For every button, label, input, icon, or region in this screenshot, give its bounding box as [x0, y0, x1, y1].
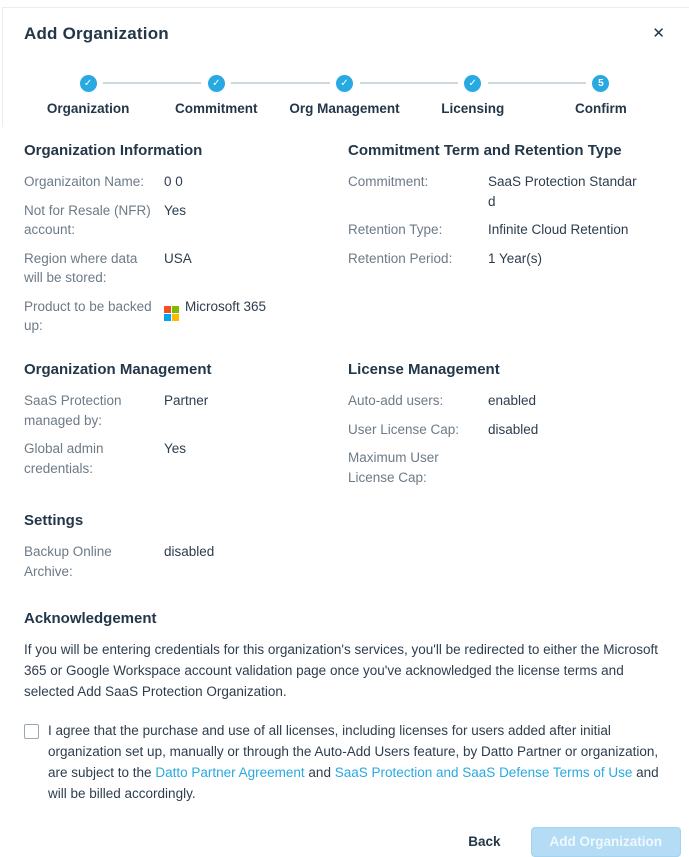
- agreement-text-after: and will be billed accordingly.: [48, 764, 659, 801]
- kv-value: [488, 448, 665, 487]
- agree-checkbox[interactable]: [24, 724, 39, 739]
- acknowledgement-paragraph: If you will be entering credentials for this organization's services, you'll be redirected to either the Microsoft 365 or Google Workspace account validation page once you've acknowledged the license terms and selected Add SaaS Protection Organization.: [24, 642, 658, 700]
- kv-row-backup-online-archive: [24, 542, 348, 581]
- kv-value: 0 0: [164, 174, 183, 189]
- add-organization-button[interactable]: Add Organization: [531, 827, 682, 857]
- kv-label: Commitment:: [348, 174, 429, 189]
- step-label: Licensing: [441, 101, 505, 116]
- kv-row-product: [24, 297, 348, 336]
- section-settings: [24, 512, 348, 590]
- datto-partner-agreement-link[interactable]: Datto Partner Agreement: [155, 764, 305, 780]
- modal-footer: [0, 827, 689, 857]
- kv-label: Maximum User License Cap:: [348, 450, 439, 485]
- section-license-management: [348, 361, 665, 496]
- step-complete-check-icon: [80, 75, 97, 92]
- kv-row-global-admin: [24, 439, 348, 478]
- back-button[interactable]: Back: [468, 834, 501, 850]
- saas-terms-of-use-link[interactable]: SaaS Protection and SaaS Defense Terms of Use: [334, 764, 633, 780]
- section-heading: Acknowledgement: [24, 610, 157, 628]
- step-number-badge: 5: [592, 75, 609, 92]
- kv-label: Not for Resale (NFR) account:: [24, 202, 151, 238]
- modal-top-edge: [3, 7, 689, 8]
- kv-value: Infinite Cloud Retention: [488, 222, 629, 238]
- microsoft-logo-icon: [164, 306, 179, 321]
- kv-row-organization-name: [24, 172, 348, 192]
- kv-row-retention-period: [348, 249, 665, 269]
- product-name: Microsoft 365: [185, 298, 267, 314]
- step-complete-check-icon: [336, 75, 353, 92]
- wizard-stepper: [24, 74, 665, 116]
- kv-value: Yes: [164, 441, 187, 457]
- kv-value: 1 Year(s): [488, 250, 543, 266]
- kv-label: Retention Period:: [348, 250, 453, 266]
- step-confirm[interactable]: [537, 74, 665, 116]
- section-acknowledgement: [0, 606, 689, 703]
- step-label: Organization: [46, 101, 130, 116]
- summary-columns: [0, 142, 689, 606]
- license-agreement-row: [0, 721, 689, 805]
- section-heading: License Management: [348, 360, 500, 378]
- kv-label: Product to be backed up:: [24, 298, 152, 334]
- kv-value: USA: [164, 250, 192, 266]
- step-label: Commitment: [175, 101, 258, 116]
- kv-row-commitment: [348, 172, 665, 211]
- kv-value: disabled: [488, 421, 539, 437]
- step-complete-check-icon: [464, 75, 481, 92]
- kv-value: [164, 297, 348, 336]
- kv-row-managed-by: [24, 391, 348, 430]
- kv-row-region: [24, 249, 348, 288]
- section-heading: Commitment Term and Retention Type: [348, 142, 622, 159]
- kv-label: Auto-add users:: [348, 392, 444, 408]
- modal-left-edge: [2, 7, 3, 127]
- kv-value: Partner: [164, 392, 209, 408]
- kv-value: enabled: [488, 392, 537, 408]
- kv-label: Region where data will be stored:: [24, 250, 138, 286]
- step-org-management[interactable]: [280, 74, 408, 116]
- step-commitment[interactable]: [152, 74, 280, 116]
- kv-value: SaaS Protection Standard: [488, 174, 637, 209]
- step-licensing[interactable]: [409, 74, 537, 116]
- section-heading: Organization Management: [24, 360, 212, 378]
- section-heading: Organization Information: [24, 142, 203, 159]
- section-organization-management: [24, 361, 348, 496]
- kv-row-user-license-cap: [348, 420, 665, 440]
- kv-label: Global admin credentials:: [24, 441, 104, 476]
- step-label: Confirm: [575, 101, 627, 116]
- modal-title: Add Organization: [24, 24, 169, 43]
- section-heading: Settings: [24, 512, 84, 530]
- kv-row-nfr-account: [24, 201, 348, 240]
- agreement-text: [48, 721, 665, 805]
- step-complete-check-icon: [208, 75, 225, 92]
- kv-label: Backup Online Archive:: [24, 544, 112, 579]
- kv-row-auto-add-users: [348, 391, 665, 411]
- kv-label: SaaS Protection managed by:: [24, 392, 122, 428]
- kv-value: Yes: [164, 202, 187, 218]
- kv-value: disabled: [164, 544, 215, 560]
- step-label: Org Management: [289, 101, 400, 116]
- agreement-text-before: I agree that the purchase and use of all licenses, including licenses for users added after initial organization set up, manually or through the Auto-Add Users feature, by Datto Partner or organization, are subject to the: [48, 723, 659, 780]
- kv-label: User License Cap:: [348, 421, 460, 437]
- kv-label: Retention Type:: [348, 222, 443, 238]
- agreement-text-middle: and: [304, 764, 335, 780]
- kv-row-retention-type: [348, 220, 665, 240]
- empty-grid-cell: [348, 512, 665, 606]
- kv-row-max-user-license-cap: [348, 448, 665, 487]
- section-commitment-term: [348, 142, 665, 345]
- kv-label: Organizaiton Name:: [24, 174, 145, 189]
- section-organization-information: [24, 142, 348, 345]
- close-icon[interactable]: ✕: [652, 25, 665, 42]
- step-organization[interactable]: [24, 74, 152, 116]
